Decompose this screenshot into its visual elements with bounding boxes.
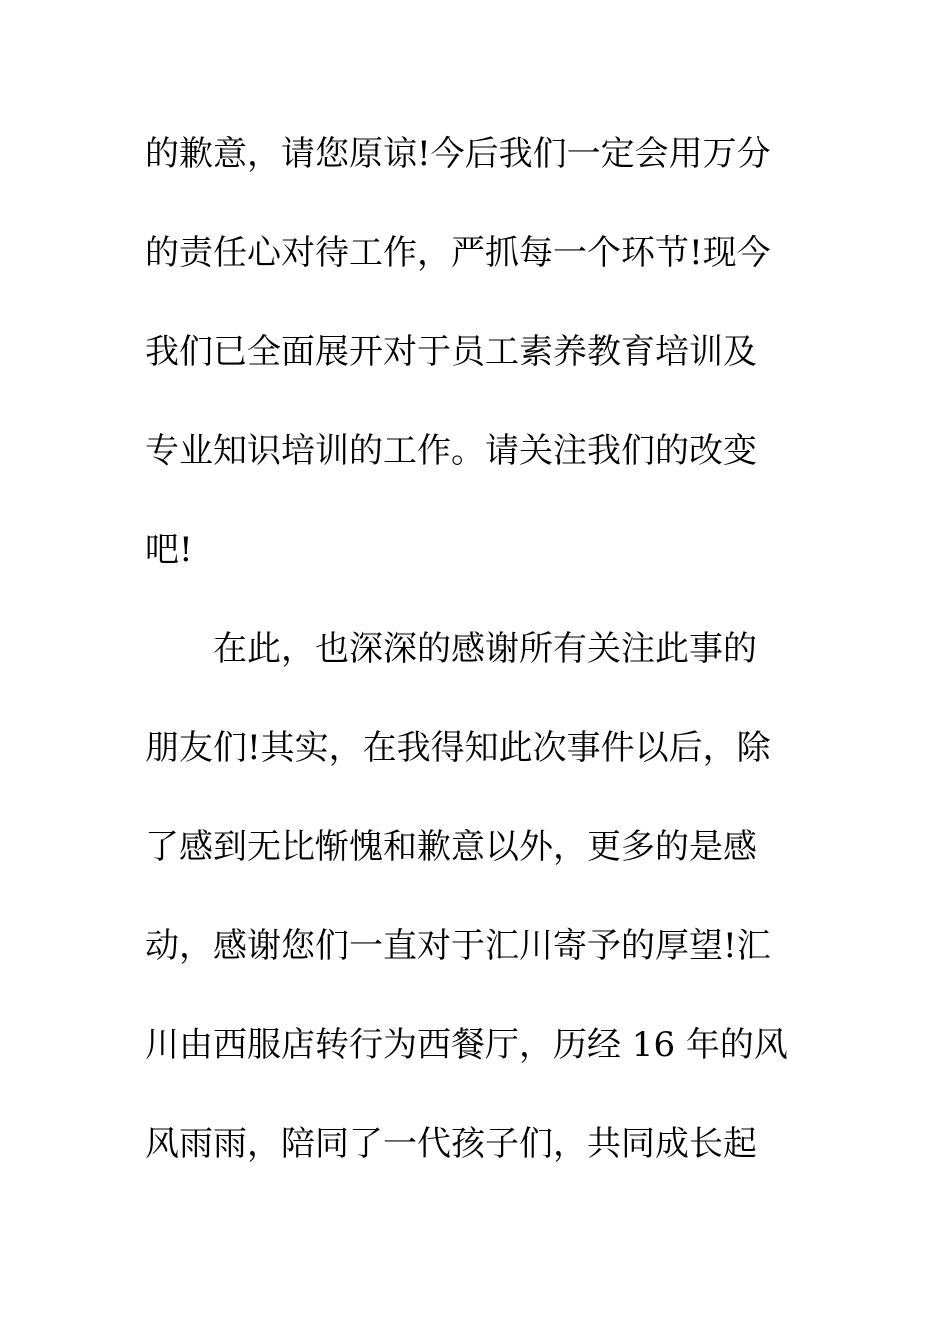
- text-line-5: 吧!: [145, 530, 193, 570]
- body-text: [145, 120, 805, 1209]
- text-line-4: 专业知识培训的工作。请关注我们的改变: [145, 431, 757, 471]
- text-line-7: 朋友们!其实，在我得知此次事件以后，除: [145, 728, 771, 768]
- text-line-6-paragraph-start: 在此，也深深的感谢所有关注此事的: [213, 629, 757, 669]
- text-line-2: 的责任心对待工作，严抓每一个环节!现今: [145, 233, 771, 273]
- text-line-1: 的歉意，请您原谅!今后我们一定会用万分: [145, 134, 771, 174]
- text-line-9: 动，感谢您们一直对于汇川寄予的厚望!汇: [145, 926, 771, 966]
- text-line-8: 了感到无比惭愧和歉意以外，更多的是感: [145, 827, 757, 867]
- text-line-10: 川由西服店转行为西餐厅，历经 16 年的风: [145, 1025, 788, 1065]
- text-line-11: 风雨雨，陪同了一代孩子们，共同成长起: [145, 1124, 757, 1164]
- text-line-3: 我们已全面展开对于员工素养教育培训及: [145, 332, 757, 372]
